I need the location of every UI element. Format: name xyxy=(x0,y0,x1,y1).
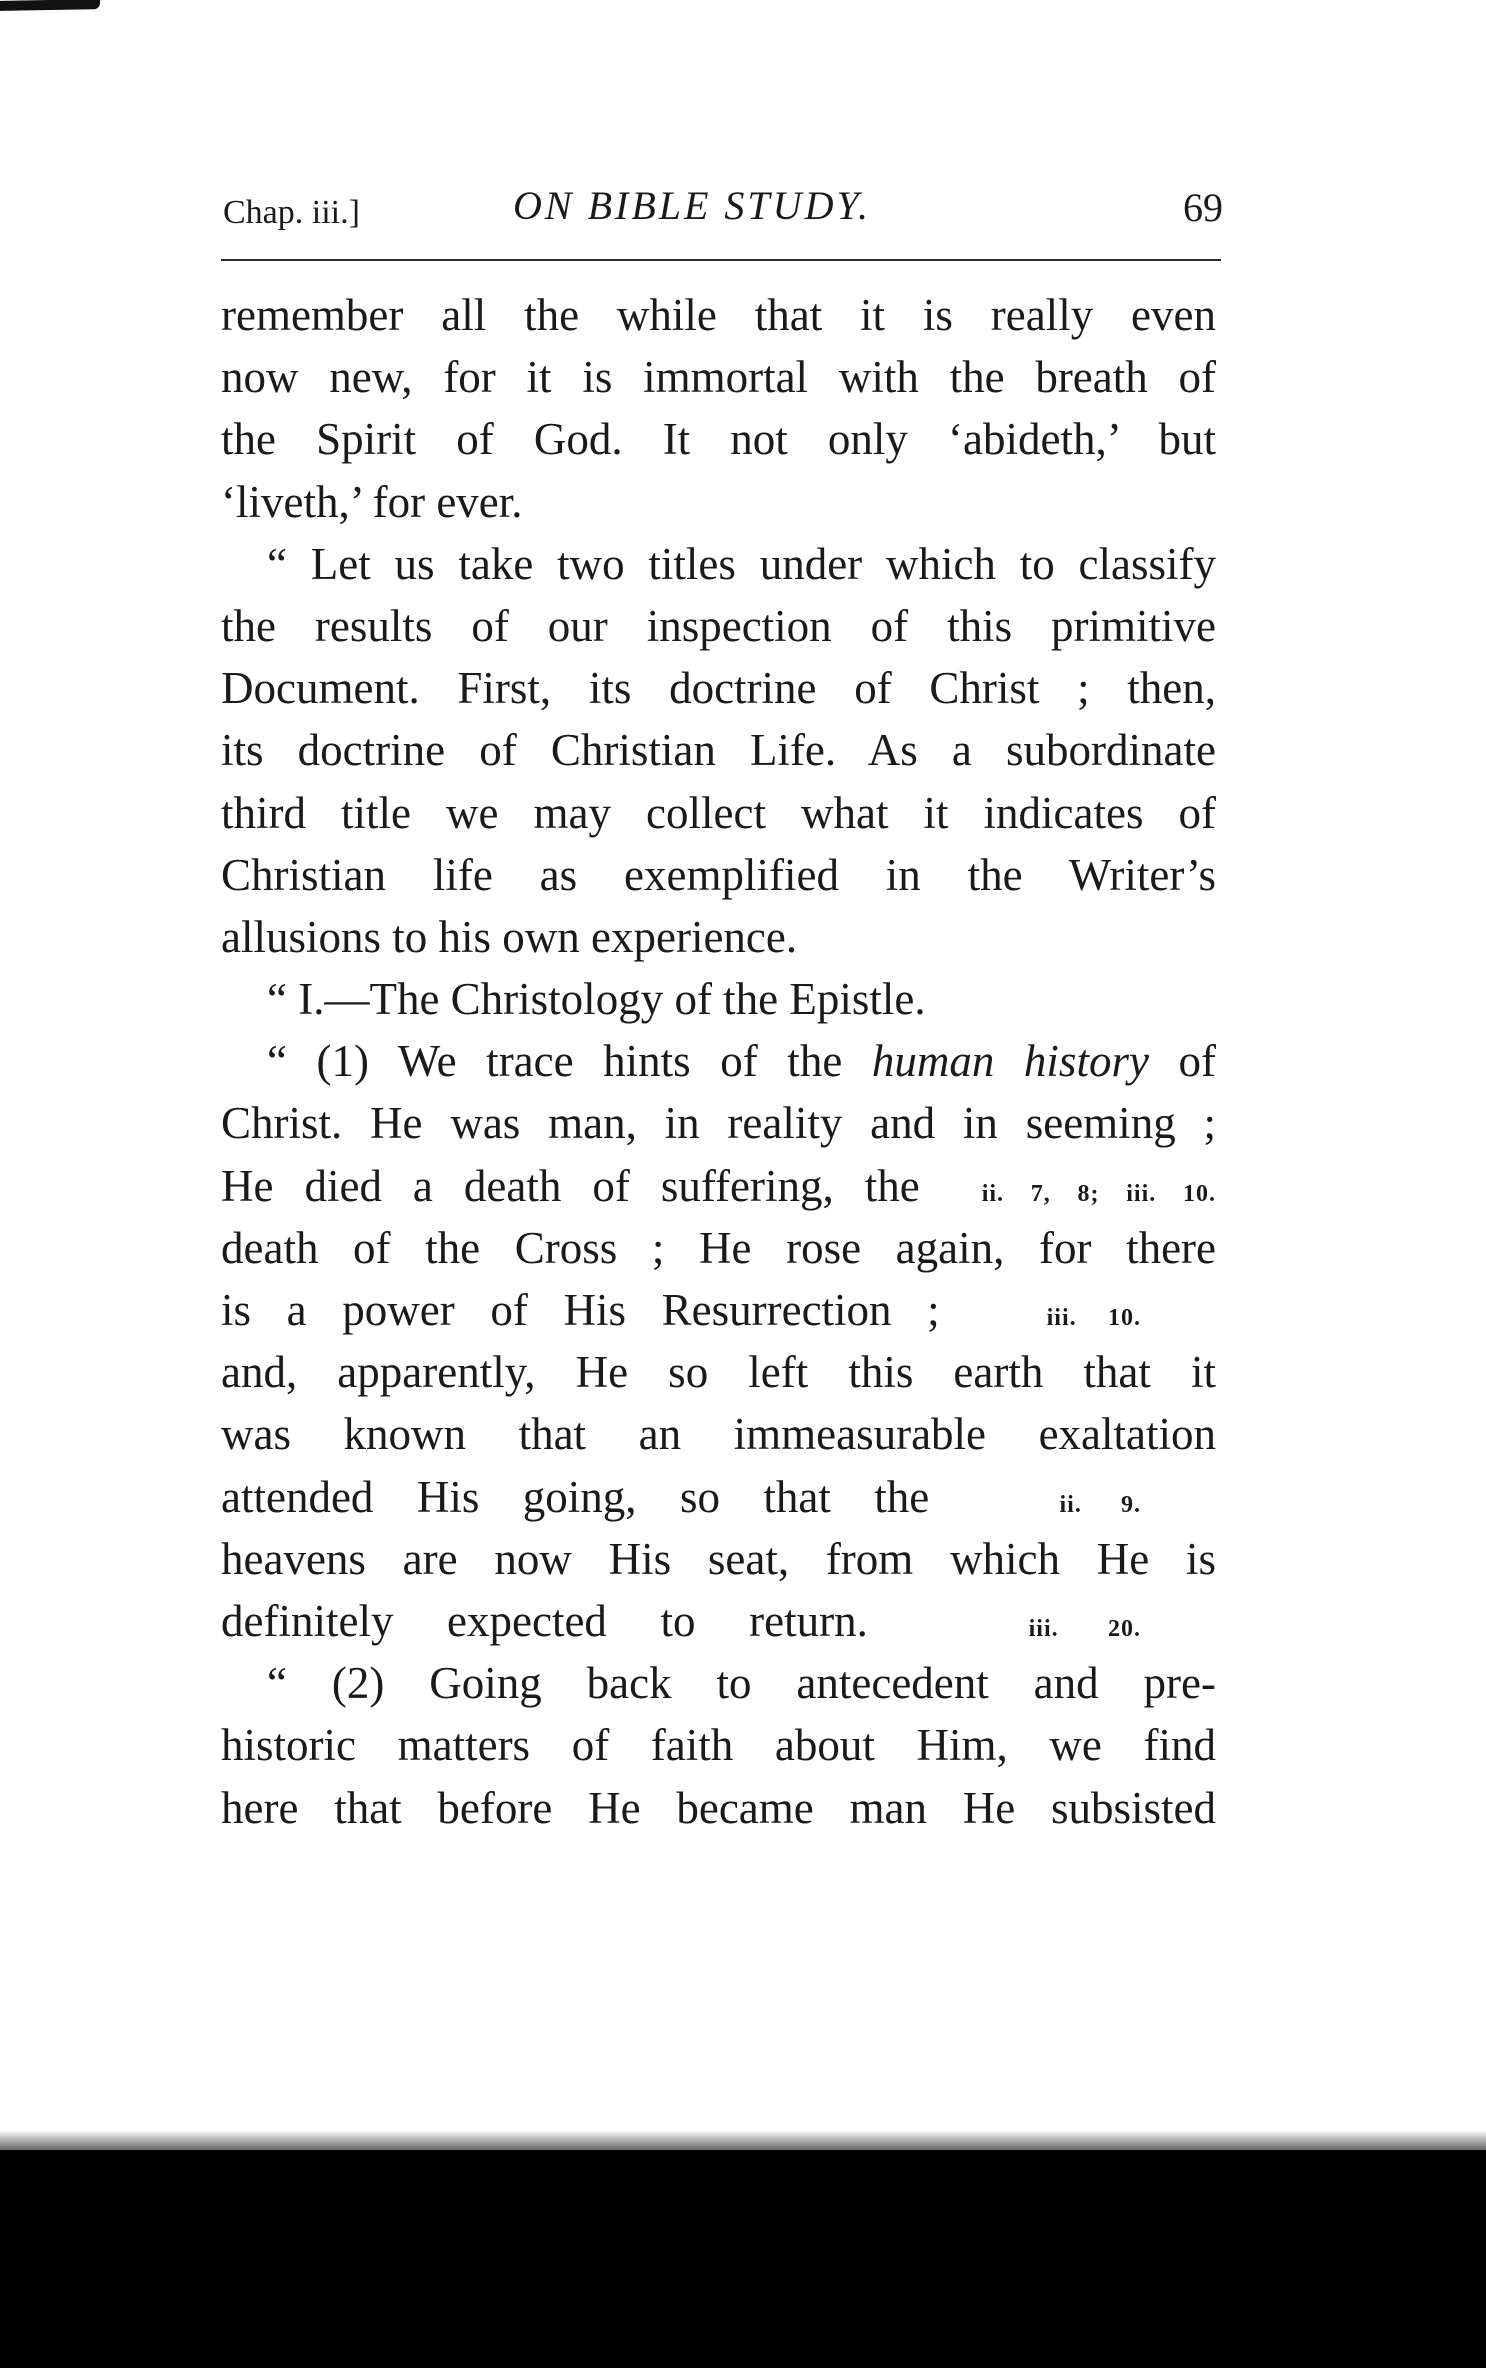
text-line: historic matters of faith about Him, we find xyxy=(221,1720,1216,1771)
text-line: and, apparently, He so left this earth that it xyxy=(221,1347,1216,1398)
text-segment: of xyxy=(1148,1036,1216,1087)
text-segment: “ (1) We trace hints of the xyxy=(267,1036,872,1087)
text-line: now new, for it is immortal with the breath of xyxy=(221,352,1216,403)
margin-reference: iii. 20. xyxy=(1028,1615,1141,1642)
margin-reference: ii. 7, 8; iii. 10. xyxy=(981,1180,1216,1207)
section-heading: “ I.—The Christology of the Epistle. xyxy=(267,974,926,1025)
text-line: “ (2) Going back to antecedent and pre- xyxy=(267,1658,1216,1709)
text-segment: attended His going, so that the xyxy=(221,1471,930,1522)
text-line: allusions to his own experience. xyxy=(221,911,798,962)
text-line: the Spirit of God. It not only ‘abideth,’ but xyxy=(221,414,1216,465)
text-line: its doctrine of Christian Life. As a subordinate xyxy=(221,725,1216,776)
margin-reference: ii. 9. xyxy=(1059,1491,1142,1518)
text-line-with-ref xyxy=(221,1590,1141,1652)
chapter-label: Chap. iii.] xyxy=(223,194,360,231)
text-line xyxy=(221,1030,1216,1092)
text-line: heavens are now His seat, from which He is xyxy=(221,1533,1216,1584)
page-number: 69 xyxy=(1183,185,1223,230)
text-line: death of the Cross ; He rose again, for there xyxy=(221,1222,1216,1273)
scan-bottom-shadow xyxy=(0,2150,1486,2368)
text-line-with-ref xyxy=(221,1279,1141,1341)
text-segment: He died a death of suffering, the xyxy=(221,1160,920,1211)
running-title: ON BIBLE STUDY. xyxy=(513,183,872,228)
scan-edge-mark xyxy=(0,0,100,11)
text-line-with-ref xyxy=(221,1466,1141,1528)
text-line: Document. First, its doctrine of Christ ; then, xyxy=(221,663,1216,714)
text-segment: definitely expected to return. xyxy=(221,1595,868,1646)
text-line: Christ. He was man, in reality and in seeming ; xyxy=(221,1098,1216,1149)
text-line: here that before He became man He subsisted xyxy=(221,1782,1216,1833)
text-line: remember all the while that it is really even xyxy=(221,290,1216,340)
text-line-with-ref xyxy=(221,1155,1216,1217)
body-text xyxy=(221,284,1216,1839)
text-line: ‘liveth,’ for ever. xyxy=(221,476,523,527)
header-rule xyxy=(221,259,1221,261)
text-line: the results of our inspection of this primitive xyxy=(221,600,1216,651)
text-line: third title we may collect what it indicates of xyxy=(221,787,1216,838)
text-line: Christian life as exemplified in the Writer’s xyxy=(221,849,1216,900)
text-segment: is a power of His Resurrection ; xyxy=(221,1285,940,1335)
page-header xyxy=(223,176,1223,236)
text-line: “ Let us take two titles under which to classify xyxy=(267,538,1216,589)
italic-phrase: human history xyxy=(871,1036,1149,1087)
text-line: was known that an immeasurable exaltation xyxy=(221,1409,1216,1460)
margin-reference: iii. 10. xyxy=(1046,1305,1141,1331)
